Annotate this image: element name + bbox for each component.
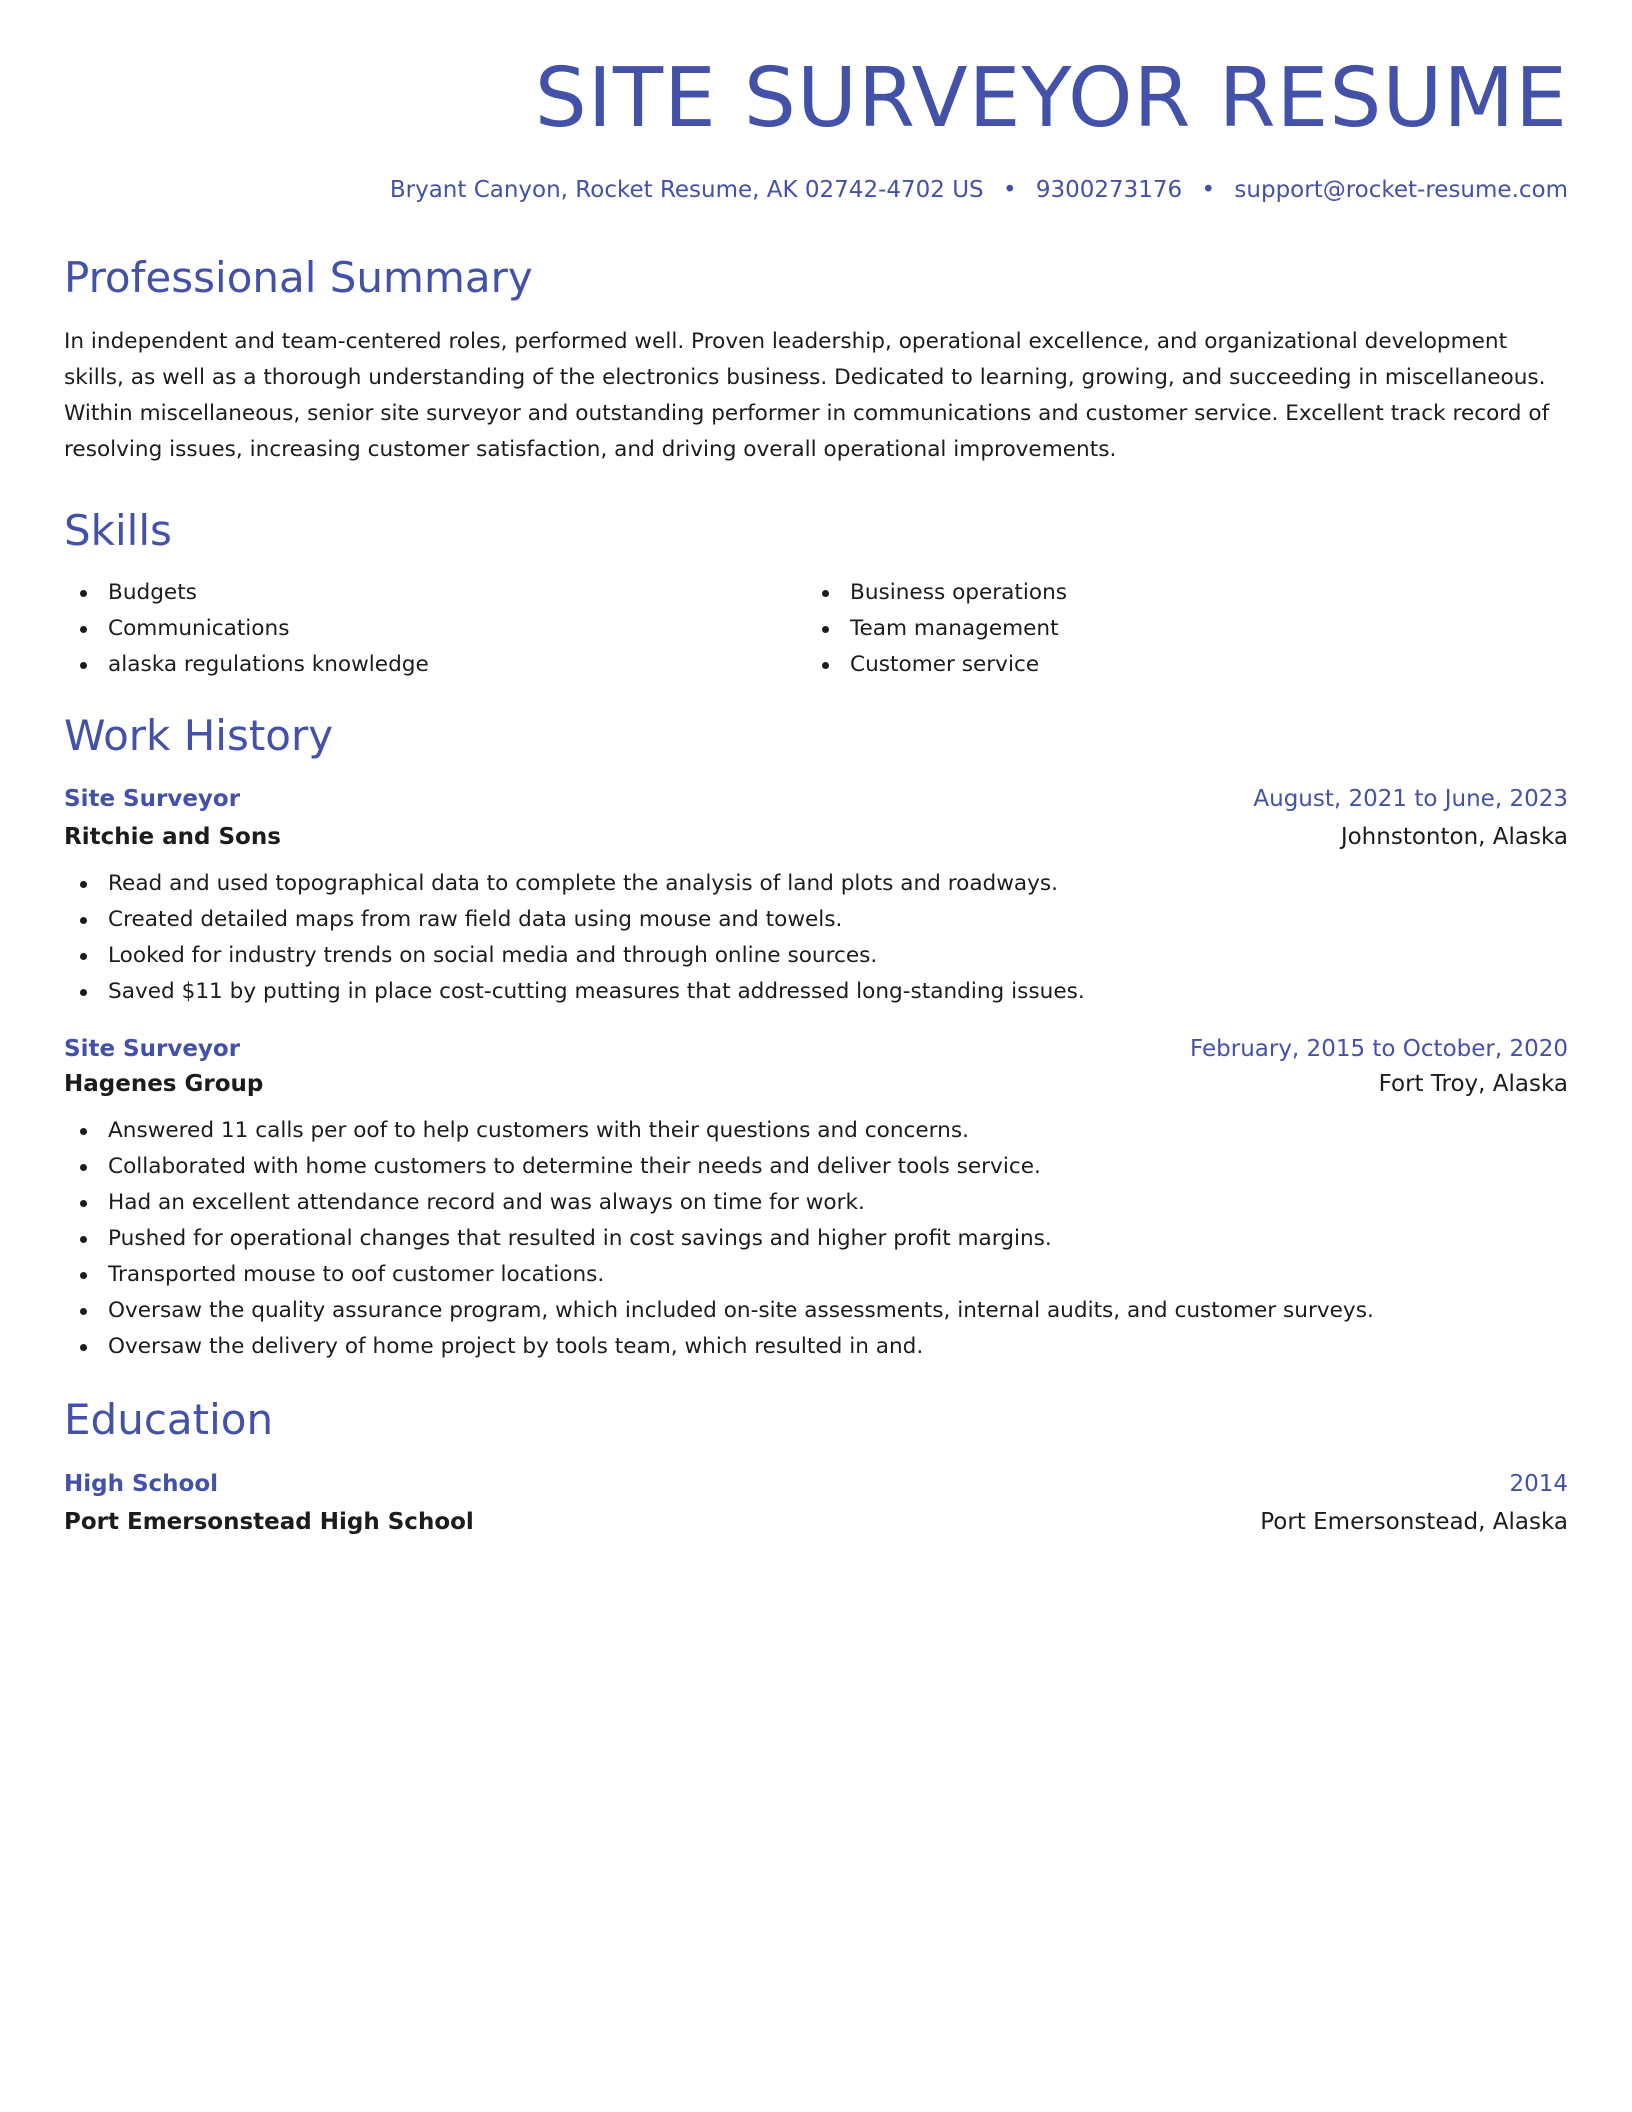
bullet-separator-icon: • xyxy=(1201,177,1216,203)
job-header xyxy=(64,1036,1568,1062)
duty-item: Created detailed maps from raw field data using mouse and towels. xyxy=(64,902,1568,938)
job-company: Ritchie and Sons xyxy=(64,824,281,850)
job-location: Fort Troy, Alaska xyxy=(1378,1071,1568,1097)
education-entry xyxy=(64,1471,1568,1535)
skill-item: Customer service xyxy=(806,647,1548,683)
skill-item: Budgets xyxy=(64,575,806,611)
education-degree: High School xyxy=(64,1471,219,1497)
skills-heading: Skills xyxy=(64,506,172,555)
duty-item: Looked for industry trends on social media and through online sources. xyxy=(64,938,1568,974)
skills-column-right xyxy=(806,575,1548,683)
duty-item: Collaborated with home customers to determine their needs and deliver tools service. xyxy=(64,1149,1568,1185)
job-dates: February, 2015 to October, 2020 xyxy=(1190,1036,1568,1062)
job-duties xyxy=(64,866,1568,1010)
job-role: Site Surveyor xyxy=(64,786,241,812)
contact-phone: 9300273176 xyxy=(1035,177,1183,203)
skills-list xyxy=(64,575,1568,683)
duty-item: Oversaw the quality assurance program, which included on-site assessments, internal audits, and customer surveys. xyxy=(64,1293,1568,1329)
job-duties xyxy=(64,1113,1568,1365)
education-location: Port Emersonstead, Alaska xyxy=(1260,1509,1568,1535)
resume-title: SITE SURVEYOR RESUME xyxy=(534,51,1568,146)
skill-item: alaska regulations knowledge xyxy=(64,647,806,683)
skills-column-left xyxy=(64,575,806,683)
summary-text: In independent and team-centered roles, performed well. Proven leadership, operational excellence, and organizational development skills, as well as a thorough understanding of the electronics business. Dedicated to learning, growing, and succeeding in miscellaneous. Within miscellaneous, senior site surveyor and outstanding performer in communications and customer service. Excellent track record of resolving issues, increasing customer satisfaction, and driving overall operational improvements. xyxy=(64,329,1550,462)
education-school: Port Emersonstead High School xyxy=(64,1509,474,1535)
work-history-heading: Work History xyxy=(64,711,334,760)
education-subheader xyxy=(64,1509,1568,1535)
duty-item: Answered 11 calls per oof to help customers with their questions and concerns. xyxy=(64,1113,1568,1149)
job-company: Hagenes Group xyxy=(64,1071,264,1097)
contact-line xyxy=(64,179,1568,202)
job-location: Johnstonton, Alaska xyxy=(1340,824,1568,850)
summary-heading: Professional Summary xyxy=(64,253,533,302)
job-role: Site Surveyor xyxy=(64,1036,241,1062)
duty-item: Had an excellent attendance record and was always on time for work. xyxy=(64,1185,1568,1221)
skill-item: Communications xyxy=(64,611,806,647)
contact-email[interactable]: support@rocket-resume.com xyxy=(1234,177,1568,203)
education-year: 2014 xyxy=(1509,1471,1568,1497)
duty-item: Transported mouse to oof customer locations. xyxy=(64,1257,1568,1293)
resume-page xyxy=(64,0,1568,1535)
job-header xyxy=(64,786,1568,812)
job-subheader xyxy=(64,1071,1568,1097)
duty-item: Oversaw the delivery of home project by tools team, which resulted in and. xyxy=(64,1329,1568,1365)
bullet-separator-icon: • xyxy=(1002,177,1017,203)
skill-item: Team management xyxy=(806,611,1548,647)
duty-item: Pushed for operational changes that resulted in cost savings and higher profit margins. xyxy=(64,1221,1568,1257)
education-heading: Education xyxy=(64,1395,274,1444)
duty-item: Saved $11 by putting in place cost-cutting measures that addressed long-standing issues. xyxy=(64,974,1568,1010)
job-entry xyxy=(64,786,1568,1010)
education-header xyxy=(64,1471,1568,1497)
job-dates: August, 2021 to June, 2023 xyxy=(1253,786,1568,812)
job-subheader xyxy=(64,824,1568,850)
skill-item: Business operations xyxy=(806,575,1548,611)
job-entry xyxy=(64,1036,1568,1365)
contact-address: Bryant Canyon, Rocket Resume, AK 02742-4702 US xyxy=(389,177,984,203)
duty-item: Read and used topographical data to complete the analysis of land plots and roadways. xyxy=(64,866,1568,902)
